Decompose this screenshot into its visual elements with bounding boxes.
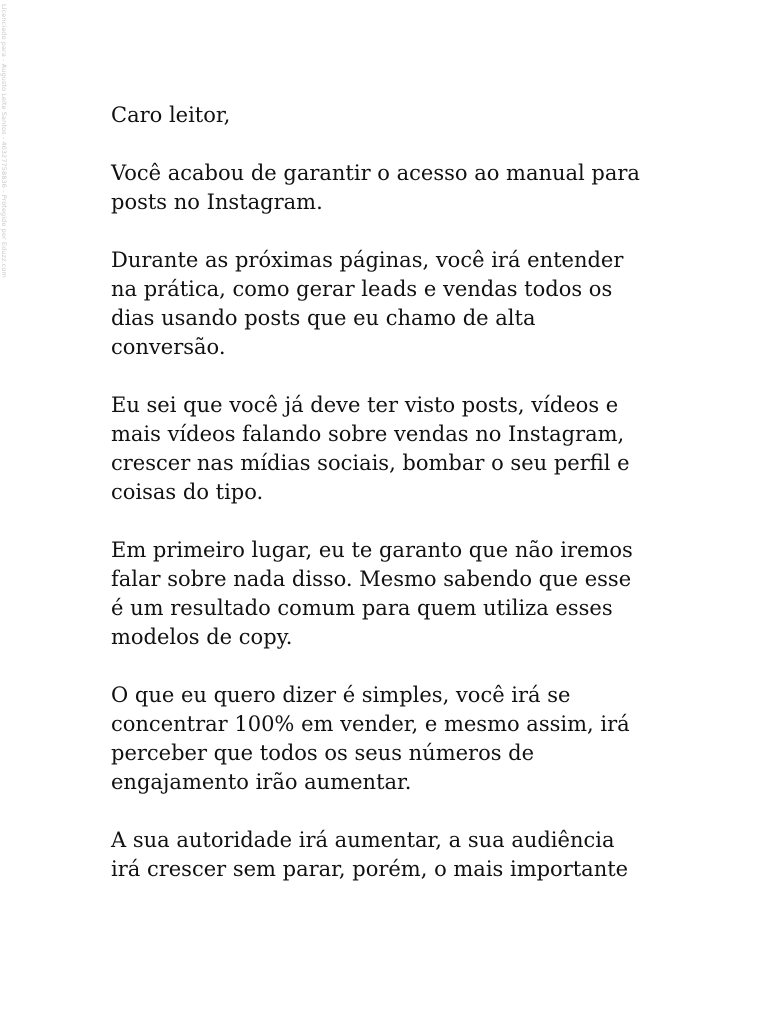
text-line: falar sobre nada disso. Mesmo sabendo que esse xyxy=(111,567,632,591)
text-line: O que eu quero dizer é simples, você irá se xyxy=(111,683,571,707)
text-line: mais vídeos falando sobre vendas no Instagram, xyxy=(111,422,625,446)
document-body xyxy=(111,101,671,913)
text-line: é um resultado comum para quem utiliza esses xyxy=(111,596,613,620)
paragraph-5 xyxy=(111,681,671,797)
text-line: modelos de copy. xyxy=(111,625,293,649)
text-line: na prática, como gerar leads e vendas todos os xyxy=(111,277,613,301)
greeting xyxy=(111,101,671,130)
text-line: irá crescer sem parar, porém, o mais importante xyxy=(111,857,629,881)
paragraph-4 xyxy=(111,536,671,652)
text-line: conversão. xyxy=(111,335,226,359)
text-line: dias usando posts que eu chamo de alta xyxy=(111,306,536,330)
text-line: coisas do tipo. xyxy=(111,480,264,504)
text-line: posts no Instagram. xyxy=(111,190,323,214)
text-line: concentrar 100% em vender, e mesmo assim, irá xyxy=(111,712,630,736)
license-watermark-text: Licenciado para - Augusto Leite Santos - 40327758836 - Protegido por Eduzz.com xyxy=(0,4,8,278)
text-line: engajamento irão aumentar. xyxy=(111,770,412,794)
text-line: crescer nas mídias sociais, bombar o seu perfil e xyxy=(111,451,630,475)
text-line: Eu sei que você já deve ter visto posts, vídeos e xyxy=(111,393,619,417)
greeting-line: Caro leitor, xyxy=(111,103,231,127)
text-line: Em primeiro lugar, eu te garanto que não iremos xyxy=(111,538,633,562)
text-line: Durante as próximas páginas, você irá entender xyxy=(111,248,624,272)
paragraph-6 xyxy=(111,826,671,884)
paragraph-2 xyxy=(111,246,671,362)
text-line: Você acabou de garantir o acesso ao manual para xyxy=(111,161,640,185)
text-line: A sua autoridade irá aumentar, a sua audiência xyxy=(111,828,615,852)
license-watermark xyxy=(0,0,12,280)
paragraph-3 xyxy=(111,391,671,507)
paragraph-1 xyxy=(111,159,671,217)
text-line: perceber que todos os seus números de xyxy=(111,741,535,765)
